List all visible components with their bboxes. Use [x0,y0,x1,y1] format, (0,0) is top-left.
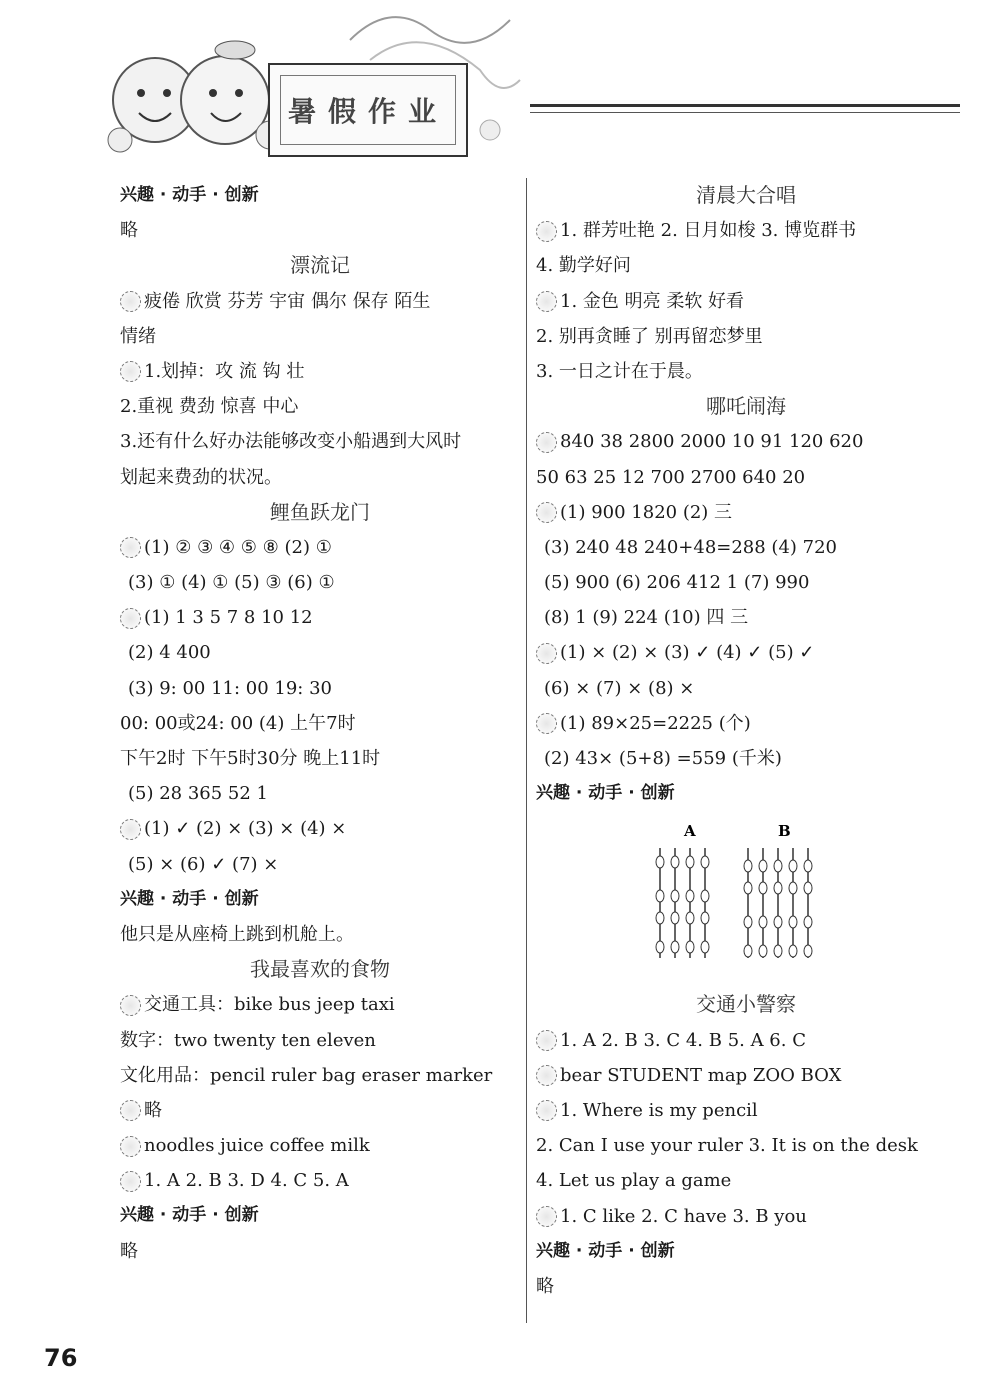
answer-line [120,424,520,459]
answer-text: 兴趣 · 动手 · 创新 [120,888,259,909]
abacus-bead [759,860,767,872]
answer-text: (1) ✓ (2) × (3) × (4) × [144,818,347,840]
answer-text: 略 [536,1275,554,1297]
answer-line [120,1163,520,1198]
answer-text: 1. 群芳吐艳 2. 日月如梭 3. 博览群书 [560,220,857,242]
lesson-heading [120,952,520,987]
answer-text: (5) × (6) ✓ (7) × [128,853,279,875]
answer-text: 鲤鱼跃龙门 [270,499,370,524]
question-marker-icon [120,819,141,840]
page-number: 76 [44,1344,78,1372]
abacus-bead [686,912,694,924]
column-divider [526,178,527,1323]
answer-line [536,600,956,635]
header-rule [530,104,960,107]
answer-text: 划起来费劲的状况。 [120,466,282,488]
answer-line [536,530,956,565]
abacus-bead [686,856,694,868]
question-marker-icon [536,1030,557,1051]
answer-text: 3. 一日之计在于晨。 [536,360,703,382]
answer-text: 兴趣 · 动手 · 创新 [120,185,259,205]
answer-text: (1) ② ③ ④ ⑤ ⑧ (2) ① [144,536,332,558]
page-header [0,0,1000,170]
abacus-bead [686,890,694,902]
answer-text: 清晨大合唱 [696,183,796,207]
abacus-bead [671,890,679,902]
answer-text: (1) 1 3 5 7 8 10 12 [144,607,313,629]
answer-line [536,741,956,776]
answer-line [120,1234,520,1269]
answer-text: 3.还有什么好办法能够改变小船遇到大风时 [120,431,462,453]
answer-line [120,284,520,319]
answer-text: 疲倦 欣赏 芬芳 宇宙 偶尔 保存 陌生 [144,290,431,312]
abacus-bead [774,882,782,894]
lesson-heading [536,389,956,424]
answer-line [120,565,520,600]
answer-line [120,635,520,670]
answer-line [536,460,956,495]
section-label [120,882,520,917]
answer-text: 1. C like 2. C have 3. B you [560,1205,807,1227]
abacus-bead [774,916,782,928]
answer-line [536,495,956,530]
answer-text: 略 [120,1240,138,1262]
abacus-bead [701,941,709,953]
answer-text: 2. 别再贪睡了 别再留恋梦里 [536,325,763,347]
abacus-bead [744,916,752,928]
answer-text: (6) × (7) × (8) × [544,677,695,699]
lesson-heading [536,178,956,213]
answer-text: 他只是从座椅上跳到机舱上。 [120,923,354,945]
answer-line [120,811,520,846]
answer-text: 交通工具：bike bus jeep taxi [144,994,395,1016]
header-rule-thin [530,112,960,113]
answer-text: (3) ① (4) ① (5) ③ (6) ① [128,572,335,594]
answer-text: (5) 900 (6) 206 412 1 (7) 990 [544,572,810,594]
abacus-bead [774,860,782,872]
abacus-bead [759,916,767,928]
question-marker-icon [120,995,141,1016]
answer-text: 50 63 25 12 700 2700 640 20 [536,466,806,488]
abacus-bead [744,882,752,894]
answer-line [536,213,956,248]
answer-line [120,847,520,882]
answer-text: 略 [120,220,138,242]
abacus-bead [804,945,812,957]
answer-line [536,1199,956,1234]
page-title: 暑假作业 [280,75,456,145]
abacus-bead [744,860,752,872]
answer-text: 1. A 2. B 3. D 4. C 5. A [144,1170,349,1192]
answer-text: 1. Where is my pencil [560,1099,758,1121]
lesson-heading [536,987,956,1022]
answer-text: 2.重视 费劲 惊喜 中心 [120,396,299,418]
answer-line [536,635,956,670]
answer-text: 下午2时 下午5时30分 晚上11时 [120,748,381,769]
answer-line [536,424,956,459]
answer-text: 1. A 2. B 3. C 4. B 5. A 6. C [560,1029,806,1051]
answer-line [536,1093,956,1128]
answer-text: 兴趣 · 动手 · 创新 [536,1240,675,1261]
abacus-bead [744,945,752,957]
question-marker-icon [536,502,557,523]
answer-text: 2. Can I use your ruler 3. It is on the desk [536,1135,918,1157]
answer-text: (2) 4 400 [128,642,211,664]
answer-text: 4. Let us play a game [536,1170,732,1192]
question-marker-icon [536,1100,557,1121]
answer-text: 我最喜欢的食物 [250,957,390,982]
answer-line [120,1023,520,1058]
lesson-heading [120,495,520,530]
answer-line [536,354,956,389]
question-marker-icon [536,221,557,242]
answer-line [120,917,520,952]
answer-text: noodles juice coffee milk [144,1135,370,1157]
title-box [268,63,468,157]
answer-text: 漂流记 [290,253,350,278]
question-marker-icon [120,608,141,629]
answer-line [536,565,956,600]
abacus-bead [656,856,664,868]
abacus-diagram [620,818,840,968]
answer-line [120,741,520,776]
answer-text: 兴趣 · 动手 · 创新 [120,1205,259,1226]
abacus-bead [759,945,767,957]
answer-text: 00: 00或24: 00 (4) 上午7时 [120,712,356,734]
abacus-label-a: A [684,822,696,840]
answer-line [120,460,520,495]
answer-line [120,600,520,635]
answer-line [536,1269,956,1304]
answer-line [536,1023,956,1058]
answer-line [536,1058,956,1093]
answer-line [120,389,520,424]
answer-text: 文化用品：pencil ruler bag eraser marker [120,1064,493,1086]
abacus-bead [656,912,664,924]
answer-line [536,706,956,741]
abacus-bead [671,856,679,868]
answer-text: (1) × (2) × (3) ✓ (4) ✓ (5) ✓ [560,642,815,664]
abacus-bead [671,912,679,924]
answer-line [536,671,956,706]
answer-line [120,1093,520,1128]
answer-line [536,1128,956,1163]
answer-line [120,987,520,1022]
answer-text: 略 [144,1099,162,1121]
answer-line [120,776,520,811]
abacus-bead [789,860,797,872]
section-label [120,1198,520,1233]
abacus-bead [774,945,782,957]
answer-text: bear STUDENT map ZOO BOX [560,1064,842,1086]
abacus-bead [701,856,709,868]
abacus-bead [789,916,797,928]
answer-line [120,1128,520,1163]
section-label [536,1234,956,1269]
question-marker-icon [536,643,557,664]
question-marker-icon [120,291,141,312]
abacus-bead [671,941,679,953]
abacus-bead [804,882,812,894]
section-label [536,776,956,811]
section-label [120,178,520,213]
abacus-label-b: B [778,822,791,840]
question-marker-icon [120,1136,141,1157]
answer-line [536,284,956,319]
answer-text: 情绪 [120,325,156,347]
right-column [536,178,956,1304]
answer-line [536,1163,956,1198]
abacus-bead [656,890,664,902]
answer-text: 4. 勤学好问 [536,255,631,277]
abacus-bead [701,912,709,924]
answer-line [120,354,520,389]
answer-line [536,319,956,354]
question-marker-icon [120,361,141,382]
answer-line [120,671,520,706]
lesson-heading [120,248,520,283]
answer-text: (8) 1 (9) 224 (10) 四 三 [544,607,749,629]
answer-text: (5) 28 365 52 1 [128,783,269,805]
answer-line [120,1058,520,1093]
question-marker-icon [536,1065,557,1086]
answer-text: (1) 900 1820 (2) 三 [560,501,733,523]
answer-line [120,213,520,248]
abacus-bead [759,882,767,894]
answer-line [120,530,520,565]
abacus-bead [789,882,797,894]
question-marker-icon [536,713,557,734]
left-column [120,178,520,1269]
answer-text: (3) 240 48 240+48=288 (4) 720 [544,536,838,558]
answer-text: 1.划掉：攻 流 钩 壮 [144,360,305,382]
answer-text: 哪吒闹海 [706,394,786,419]
question-marker-icon [536,1206,557,1227]
answer-text: (2) 43× (5+8) =559 (千米) [544,748,782,769]
answer-text: 1. 金色 明亮 柔软 好看 [560,290,745,312]
answer-text: (1) 89×25=2225 (个) [560,712,751,734]
answer-text: 交通小警察 [696,992,796,1017]
question-marker-icon [120,1171,141,1192]
answer-text: (3) 9: 00 11: 00 19: 30 [128,677,332,699]
question-marker-icon [120,537,141,558]
abacus-bead [686,941,694,953]
answer-line [120,706,520,741]
abacus-bead [789,945,797,957]
answer-line [536,248,956,283]
abacus-bead [804,916,812,928]
abacus-bead [701,890,709,902]
answer-text: 840 38 2800 2000 10 91 120 620 [560,431,864,453]
answer-text: 兴趣 · 动手 · 创新 [536,783,675,804]
abacus-bead [804,860,812,872]
answer-text: 数字：two twenty ten eleven [120,1029,376,1051]
question-marker-icon [536,291,557,312]
question-marker-icon [120,1100,141,1121]
question-marker-icon [536,432,557,453]
abacus-bead [656,941,664,953]
answer-line [120,319,520,354]
